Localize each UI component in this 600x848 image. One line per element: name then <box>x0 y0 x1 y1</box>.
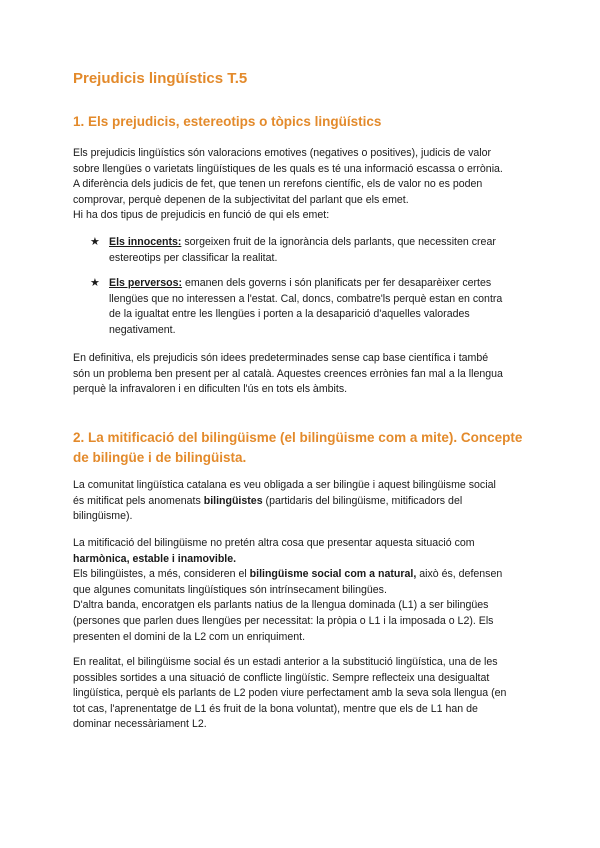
text-line: lingüística, perquè els parlants de L2 poden viure perfectament amb la seva sola llengua (en <box>73 687 507 700</box>
text-line: Hi ha dos tipus de prejudicis en funció de qui els emet: <box>73 209 330 222</box>
text-line: (persones que parlen dues llengües per necessitat: la pròpia o L1 i la imposada o L2). Els <box>73 614 494 627</box>
text-line: estereotips per classificar la realitat. <box>109 251 278 264</box>
text-line: perquè la infravaloren i en dificulten l'ús en tots els àmbits. <box>73 383 348 396</box>
text-run: això és, defensen <box>416 568 503 581</box>
bullet-text: emanen dels governs i són planificats per fer desaparèixer certes <box>182 277 492 289</box>
text-line: que algunes comunitats lingüístiques són intrínsecament bilingües. <box>73 583 387 596</box>
bold-term: bilingüistes <box>203 494 263 507</box>
section-1-conclusion <box>73 351 538 398</box>
text-line: llengües que no interessen a l'estat. Cal, doncs, combatre'ls perquè estan en contra <box>109 292 503 305</box>
text-line: A diferència dels judicis de fet, que tenen un rerefons científic, els de valor no es poden <box>73 178 483 191</box>
document-title: Prejudicis lingüístics T.5 <box>73 70 248 87</box>
section-2-paragraph-2 <box>73 536 538 645</box>
section-2-heading <box>73 428 543 468</box>
text-line: negativament. <box>109 323 176 336</box>
heading-line: de bilingüe i de bilingüista. <box>73 450 247 465</box>
bold-term: bilingüisme social com a natural, <box>249 568 417 581</box>
text-run: (partidaris del bilingüisme, mitificadors del <box>262 494 463 507</box>
section-2-paragraph-1 <box>73 478 538 525</box>
text-run: és mitificat pels anomenats <box>73 494 204 507</box>
text-line: són un problema ben present per al català. Aquestes creences errònies fan mal a la llengua <box>73 367 503 380</box>
text-line: de la igualtat entre les llengües i porten a la desaparició d'aquelles valorades <box>109 308 470 321</box>
bold-term: harmònica, estable i inamovible. <box>73 552 237 565</box>
text-line: sobre llengües o varietats lingüístiques de les quals es té una informació escassa o errònia. <box>73 162 503 175</box>
text-line: comprovar, perquè depenen de la subjectivitat del parlant que els emet. <box>73 193 409 206</box>
text-line: tot cas, l'aprenentatge de L1 és fruit de la bona voluntat), mentre que els de L1 han de <box>73 702 478 715</box>
section-1-intro <box>73 146 538 224</box>
text-line: Els prejudicis lingüístics són valoracions emotives (negatives o positives), judicis de valor <box>73 147 492 159</box>
section-1-heading: 1. Els prejudicis, estereotips o tòpics lingüístics <box>73 114 382 129</box>
text-line: dominar necessàriament L2. <box>73 718 207 731</box>
star-bullet-icon: ★ <box>90 236 100 248</box>
text-run: Els bilingüistes, a més, consideren el <box>73 568 250 581</box>
bullet-text: sorgeixen fruit de la ignorància dels parlants, que necessiten crear <box>181 236 496 248</box>
bullet-term: Els perversos: <box>109 277 183 289</box>
star-bullet-icon: ★ <box>90 277 100 289</box>
bullet-term: Els innocents: <box>109 236 182 248</box>
heading-line: 2. La mitificació del bilingüisme (el bilingüisme com a mite). Concepte <box>73 430 523 445</box>
text-line: En definitiva, els prejudicis són idees predeterminades sense cap base científica i també <box>73 352 489 364</box>
section-2-paragraph-3 <box>73 655 538 733</box>
text-line: presenten el domini de la L2 com un enriquiment. <box>73 630 306 643</box>
text-line: La mitificació del bilingüisme no pretén altra cosa que presentar aquesta situació com <box>73 537 475 549</box>
text-line: bilingüisme). <box>73 510 133 523</box>
text-line: possibles sortides a una situació de conflicte lingüístic. Sempre reflecteix una desigualtat <box>73 671 490 684</box>
text-line: En realitat, el bilingüisme social és un estadi anterior a la substitució lingüística, una de les <box>73 656 498 668</box>
text-line: La comunitat lingüística catalana es veu obligada a ser bilingüe i aquest bilingüisme social <box>73 479 496 491</box>
text-line: D'altra banda, encoratgen els parlants natius de la llengua dominada (L1) a ser bilingües <box>73 599 489 612</box>
